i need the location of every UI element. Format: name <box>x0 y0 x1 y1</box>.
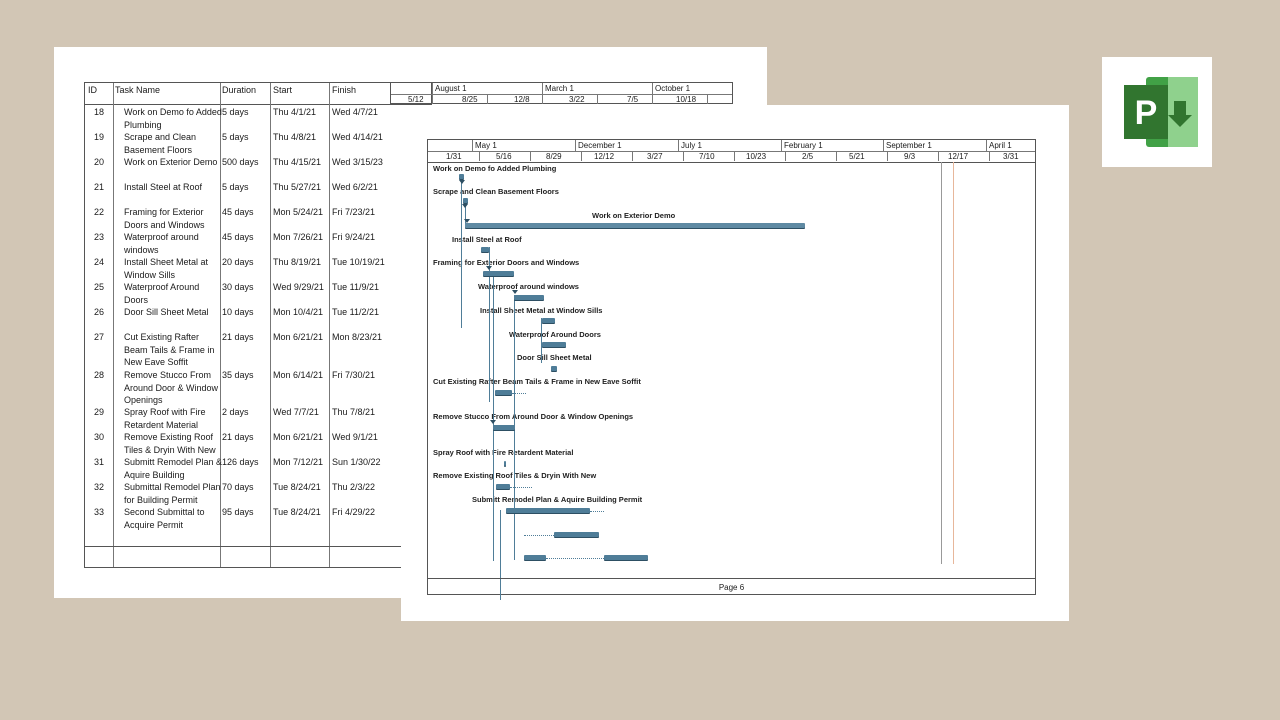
row-duration: 45 days <box>222 207 254 217</box>
row-finish: Wed 3/15/23 <box>332 157 383 167</box>
row-duration: 500 days <box>222 157 259 167</box>
row-id: 21 <box>94 182 105 192</box>
row-finish: Fri 9/24/21 <box>332 232 376 242</box>
row-finish: Tue 11/2/21 <box>332 307 380 317</box>
page-label: Page 6 <box>718 583 745 592</box>
slack-line <box>512 393 526 394</box>
link-arrow <box>512 290 518 294</box>
timescale-bottom <box>391 94 732 104</box>
task-bar <box>496 484 510 489</box>
task-bar <box>524 555 546 560</box>
table-row <box>85 404 431 429</box>
slack-line <box>590 511 604 512</box>
row-id: 25 <box>94 282 105 292</box>
right-page <box>401 105 1069 621</box>
timescale-label: October 1 <box>655 84 691 93</box>
task-bar <box>481 247 489 252</box>
row-id: 31 <box>94 457 105 467</box>
timescale-label: 3/31 <box>1003 152 1019 161</box>
col-id: ID <box>88 85 97 95</box>
row-start: Thu 8/19/21 <box>273 257 322 267</box>
task-bar <box>483 271 514 276</box>
row-id: 28 <box>94 370 105 380</box>
row-id: 26 <box>94 307 105 317</box>
row-duration: 20 days <box>222 257 254 267</box>
row-task-name: Remove Stucco From Around Door & Window Openings <box>124 370 219 405</box>
row-duration: 21 days <box>222 332 254 342</box>
row-id: 24 <box>94 257 105 267</box>
col-start: Start <box>273 85 293 95</box>
link-arrow <box>490 420 496 424</box>
row-task-name: Install Steel at Roof <box>124 182 203 192</box>
task-label: Cut Existing Rafter Beam Tails & Frame in New Eave Soffit <box>433 377 641 386</box>
row-finish: Tue 10/19/21 <box>332 257 385 267</box>
link-arrow <box>459 180 465 184</box>
row-duration: 70 days <box>222 482 254 492</box>
row-finish: Fri 7/23/21 <box>332 207 376 217</box>
table-row <box>85 229 431 254</box>
row-duration: 35 days <box>222 370 254 380</box>
row-task-name: Cut Existing Rafter Beam Tails & Frame in New Eave Soffit <box>124 332 215 367</box>
timescale-label: 3/27 <box>647 152 663 161</box>
dependency-link <box>461 174 462 328</box>
row-finish: Fri 7/30/21 <box>332 370 376 380</box>
timescale-label: 8/25 <box>462 95 478 104</box>
row-start: Tue 8/24/21 <box>273 507 321 517</box>
task-bar <box>495 390 512 395</box>
row-duration: 5 days <box>222 132 249 142</box>
task-table <box>84 82 432 568</box>
task-bar <box>459 174 464 179</box>
row-start: Mon 7/12/21 <box>273 457 324 467</box>
row-start: Thu 4/8/21 <box>273 132 317 142</box>
table-row <box>85 479 431 504</box>
row-task-name: Work on Demo fo Added Plumbing <box>124 107 222 130</box>
row-task-name: Waterproof around windows <box>124 232 199 255</box>
project-logo <box>1102 57 1212 167</box>
table-row <box>85 129 431 154</box>
task-label: Spray Roof with Fire Retardent Material <box>433 448 574 457</box>
timescale-label: March 1 <box>545 84 574 93</box>
left-timescale <box>390 82 733 104</box>
row-start: Wed 9/29/21 <box>273 282 324 292</box>
table-row <box>85 454 431 479</box>
timescale-label: 10/18 <box>676 95 697 104</box>
row-start: Thu 5/27/21 <box>273 182 322 192</box>
row-duration: 2 days <box>222 407 249 417</box>
gantt-chart <box>427 139 1036 595</box>
row-duration: 5 days <box>222 182 249 192</box>
row-start: Mon 7/26/21 <box>273 232 324 242</box>
link-arrow <box>464 219 470 223</box>
row-duration: 45 days <box>222 232 254 242</box>
timescale-label: 5/16 <box>496 152 512 161</box>
timescale-label: 3/22 <box>569 95 585 104</box>
task-bar <box>514 295 544 300</box>
table-row <box>85 104 431 129</box>
row-task-name: Work on Exterior Demo <box>124 157 218 167</box>
link-arrow <box>486 266 492 270</box>
row-task-name: Install Sheet Metal at Window Sills <box>124 257 209 280</box>
timescale-label: 5/21 <box>849 152 865 161</box>
table-row <box>85 504 431 529</box>
row-duration: 126 days <box>222 457 259 467</box>
row-start: Thu 4/1/21 <box>273 107 317 117</box>
timescale-label: 5/12 <box>408 95 424 104</box>
task-label: Submitt Remodel Plan & Aquire Building Permit <box>472 495 643 504</box>
table-row <box>85 179 431 204</box>
row-start: Tue 8/24/21 <box>273 482 321 492</box>
task-label: Remove Existing Roof Tiles & Dryin With New <box>433 471 597 480</box>
row-duration: 10 days <box>222 307 254 317</box>
row-finish: Wed 4/14/21 <box>332 132 383 142</box>
row-id: 30 <box>94 432 105 442</box>
timescale-label: 8/29 <box>546 152 562 161</box>
row-duration: 95 days <box>222 507 254 517</box>
row-duration: 21 days <box>222 432 254 442</box>
task-label: Waterproof Around Doors <box>509 330 601 339</box>
row-finish: Wed 9/1/21 <box>332 432 378 442</box>
task-bar <box>542 342 566 347</box>
timescale-label: July 1 <box>681 141 702 150</box>
row-finish: Fri 4/29/22 <box>332 507 376 517</box>
row-task-name: Second Submittal to Acquire Permit <box>124 507 205 530</box>
timescale-label: 1/31 <box>446 152 462 161</box>
dependency-link <box>493 271 494 561</box>
timescale-label: September 1 <box>886 141 932 150</box>
row-task-name: Door Sill Sheet Metal <box>124 307 209 317</box>
row-start: Mon 6/21/21 <box>273 432 324 442</box>
table-row <box>85 304 431 329</box>
col-duration: Duration <box>222 85 257 95</box>
task-label: Remove Stucco From Around Door & Window Openings <box>433 412 634 421</box>
task-bar <box>506 508 590 513</box>
status-date-line <box>953 162 954 564</box>
row-id: 23 <box>94 232 105 242</box>
task-bar <box>493 425 515 430</box>
row-start: Thu 4/15/21 <box>273 157 322 167</box>
table-row <box>85 254 431 279</box>
task-bar <box>604 555 648 560</box>
table-row <box>85 279 431 304</box>
row-id: 32 <box>94 482 105 492</box>
task-bar <box>465 223 805 228</box>
logo-letter: P <box>1134 94 1158 132</box>
slack-line <box>510 487 532 488</box>
row-start: Mon 6/14/21 <box>273 370 324 380</box>
task-label: Framing for Exterior Doors and Windows <box>433 258 580 267</box>
timescale-label: April 1 <box>989 141 1012 150</box>
row-id: 33 <box>94 507 105 517</box>
row-start: Mon 6/21/21 <box>273 332 324 342</box>
timescale-label: 9/3 <box>904 152 916 161</box>
timescale-label: 12/8 <box>514 95 530 104</box>
table-footer <box>85 546 431 567</box>
timescale-label: December 1 <box>578 141 622 150</box>
row-start: Wed 7/7/21 <box>273 407 319 417</box>
row-task-name: Waterproof Around Doors <box>124 282 200 305</box>
slack-line <box>546 558 604 559</box>
task-bar <box>542 318 555 323</box>
timescale-label: February 1 <box>784 141 823 150</box>
timescale-label: August 1 <box>435 84 467 93</box>
row-finish: Tue 11/9/21 <box>332 282 380 292</box>
slack-line <box>524 535 554 536</box>
task-label: Waterproof around windows <box>478 282 579 291</box>
timescale-label: 12/12 <box>594 152 615 161</box>
task-label: Work on Exterior Demo <box>592 211 676 220</box>
gantt-timescale <box>428 140 1035 163</box>
row-start: Mon 10/4/21 <box>273 307 324 317</box>
project-icon <box>1124 71 1198 153</box>
task-label: Door Sill Sheet Metal <box>517 353 592 362</box>
row-task-name: Remove Existing Roof Tiles & Dryin With New <box>124 432 216 455</box>
row-task-name: Spray Roof with Fire Retardent Material <box>124 407 206 430</box>
timescale-label: May 1 <box>475 141 497 150</box>
task-bar <box>463 198 468 203</box>
row-task-name: Framing for Exterior Doors and Windows <box>124 207 205 230</box>
table-header <box>85 83 431 105</box>
task-label: Scrape and Clean Basement Floors <box>433 187 559 196</box>
dependency-link <box>541 318 542 363</box>
row-id: 20 <box>94 157 105 167</box>
task-bar <box>551 366 557 371</box>
row-start: Mon 5/24/21 <box>273 207 324 217</box>
table-row <box>85 329 431 367</box>
row-finish: Mon 8/23/21 <box>332 332 383 342</box>
task-label: Install Sheet Metal at Window Sills <box>480 306 603 315</box>
timescale-label: 10/23 <box>746 152 767 161</box>
row-id: 19 <box>94 132 105 142</box>
row-id: 29 <box>94 407 105 417</box>
row-finish: Wed 4/7/21 <box>332 107 378 117</box>
table-row <box>85 429 431 454</box>
link-arrow <box>462 204 468 208</box>
timescale-label: 7/5 <box>627 95 639 104</box>
timescale-label: 12/17 <box>948 152 969 161</box>
gantt-footer <box>428 578 1035 594</box>
timescale-label: 2/5 <box>802 152 814 161</box>
row-task-name: Submitt Remodel Plan & Aquire Building <box>124 457 223 480</box>
row-id: 22 <box>94 207 105 217</box>
row-id: 18 <box>94 107 105 117</box>
row-finish: Sun 1/30/22 <box>332 457 381 467</box>
table-row <box>85 154 431 179</box>
row-task-name: Submittal Remodel Plan for Building Permit <box>124 482 221 505</box>
table-row <box>85 367 431 404</box>
col-task-name: Task Name <box>115 85 161 95</box>
row-id: 27 <box>94 332 105 342</box>
task-bar <box>504 461 506 466</box>
row-duration: 30 days <box>222 282 254 292</box>
task-label: Install Steel at Roof <box>452 235 522 244</box>
timescale-label: 7/10 <box>699 152 715 161</box>
task-label: Work on Demo fo Added Plumbing <box>433 164 557 173</box>
row-duration: 5 days <box>222 107 249 117</box>
row-finish: Thu 2/3/22 <box>332 482 376 492</box>
col-finish: Finish <box>332 85 357 95</box>
gridline <box>941 162 942 564</box>
timescale-bottom <box>428 151 1035 161</box>
task-bar <box>554 532 599 537</box>
row-task-name: Scrape and Clean Basement Floors <box>124 132 197 155</box>
row-finish: Thu 7/8/21 <box>332 407 376 417</box>
table-row <box>85 204 431 229</box>
row-finish: Wed 6/2/21 <box>332 182 378 192</box>
